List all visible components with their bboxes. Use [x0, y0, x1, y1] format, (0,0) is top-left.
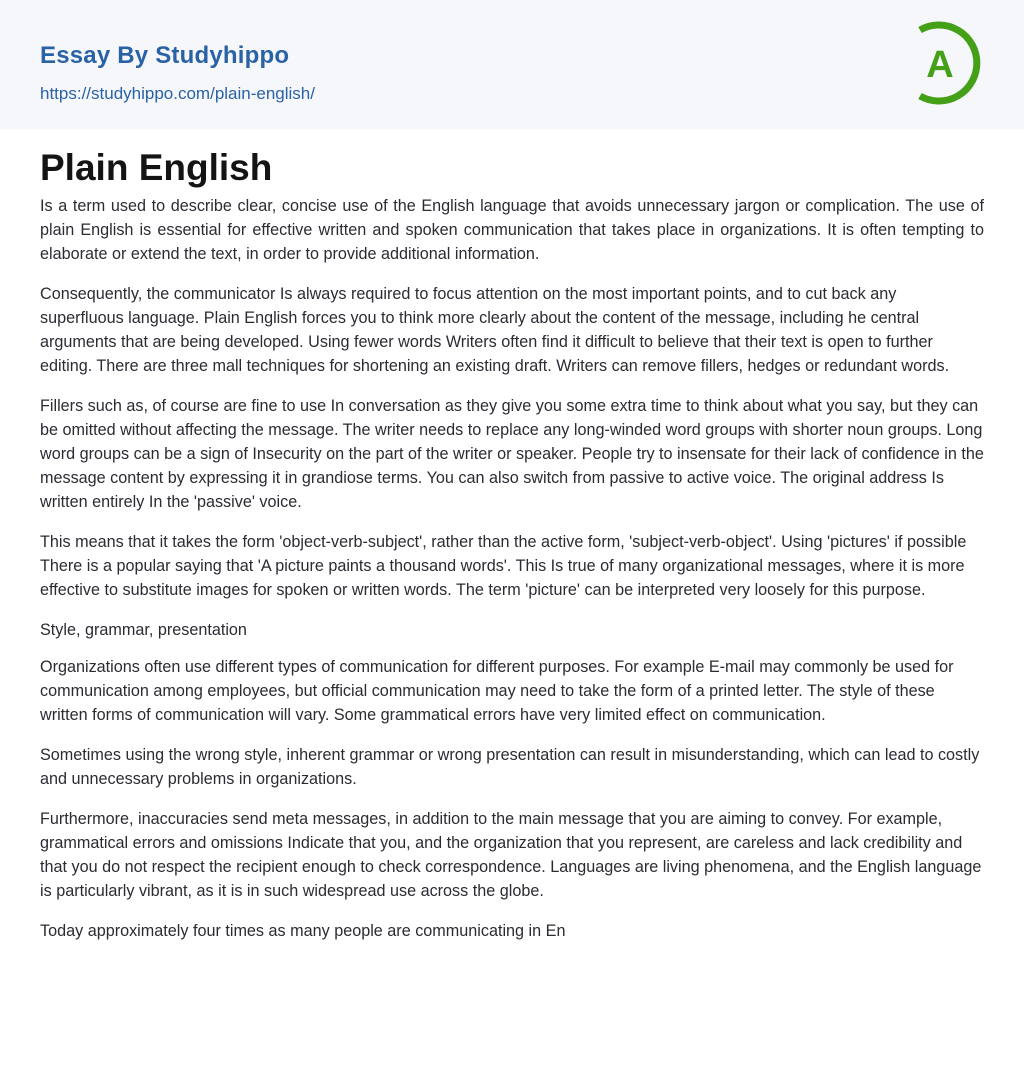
essay-paragraph-4: This means that it takes the form 'object-verb-subject', rather than the active form, 'subject-verb-object'. Using 'pictures' if possible There is a popular saying that 'A picture paints a thousand words'. This Is true of many organizational messages, where it is more effective to substitute images for spoken or written words. The term 'picture' can be interpreted very loosely for this purpose.	[40, 533, 967, 599]
essay-paragraph-2: Consequently, the communicator Is always required to focus attention on the most important points, and to cut back any superfluous language. Plain English forces you to think more clearly about the content of the message, including he central arguments that are being developed. Using fewer words Writers often find it difficult to believe that their text is open to further editing. There are three mall techniques for shortening an existing draft. Writers can remove fillers, hedges or redundant words.	[40, 285, 950, 375]
essay-paragraph-6: Sometimes using the wrong style, inherent grammar or wrong presentation can result in misunderstanding, which can lead to costly and unnecessary problems in organizations.	[40, 746, 980, 788]
svg-text:A: A	[926, 44, 954, 86]
essay-paragraph-8-truncated: Today approximately four times as many people are communicating in En	[40, 922, 566, 940]
essay-paragraph-5: Organizations often use different types of communication for different purposes. For example E-mail may commonly be used for communication among employees, but official communication may need to take the form of a printed letter. The style of these written forms of communication will vary. Some grammatical errors have very limited effect on communication.	[40, 658, 954, 724]
essay-paragraph-7: Furthermore, inaccuracies send meta messages, in addition to the main message that you are aiming to convey. For example, grammatical errors and omissions Indicate that you, and the organization that you represent, are careless and lack credibility and that you do not respect the recipient enough to check correspondence. Languages are living phenomena, and the English language is particularly vibrant, as it is in such widespread use across the globe.	[40, 810, 982, 900]
page-title: Plain English	[40, 147, 273, 188]
studyhippo-a-logo-icon[interactable]	[912, 18, 988, 108]
essay-paragraph-1: Is a term used to describe clear, concise use of the English language that avoids unnecessary jargon or complication. The use of plain English is essential for effective written and spoken communication that takes place in organizations. It is often tempting to elaborate or extend the text, in order to provide additional information.	[40, 197, 984, 263]
essay-paragraph-3: Fillers such as, of course are fine to use In conversation as they give you some extra time to think about what you say, but they can be omitted without affecting the message. The writer needs to replace any long-winded word groups with shorter noun groups. Long word groups can be a sign of Insecurity on the part of the writer or speaker. People try to insensate for their lack of confidence in the message content by expressing it in grandiose terms. You can also switch from passive to active voice. The original address Is written entirely In the 'passive' voice.	[40, 397, 984, 511]
section-subheading: Style, grammar, presentation	[40, 621, 247, 639]
brand-title: Essay By Studyhippo	[40, 42, 290, 69]
essay-content	[40, 144, 984, 959]
site-header	[0, 0, 1024, 129]
source-url-link[interactable]: https://studyhippo.com/plain-english/	[40, 84, 315, 103]
